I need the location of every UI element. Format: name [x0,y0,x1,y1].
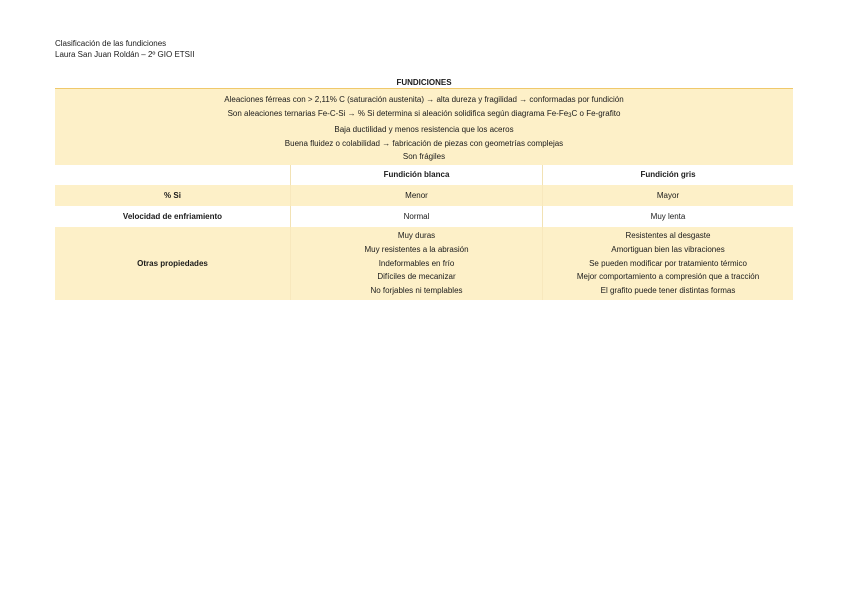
intro-line [55,107,793,124]
property-line: Amortiguan bien las vibraciones [611,245,725,255]
property-line: Se pueden modificar por tratamiento térmico [589,258,747,268]
column-header-empty [55,165,290,185]
intro-block [55,89,793,165]
property-line: Mejor comportamiento a compresión que a tracción [576,272,760,282]
cell-blanca: Menor [290,185,542,206]
cell-gris: Muy lenta [542,206,793,227]
table-row [55,185,793,206]
intro-line-text: C o Fe-grafito [571,108,621,118]
column-header-row [55,165,793,185]
cell-blanca: Normal [290,206,542,227]
property-line: Difíciles de mecanizar [377,272,456,282]
cell-gris [542,227,793,300]
document-title: Clasificación de las fundiciones [55,39,167,48]
row-label: % Si [164,190,181,200]
property-line: Muy resistentes a la abrasión [364,245,469,255]
intro-line: Son frágiles [402,152,446,162]
property-line: El grafito puede tener distintas formas [600,285,736,295]
fundiciones-table [55,77,793,300]
property-line: No forjables ni templables [370,285,463,295]
property-line: Indeformables en frío [378,258,455,268]
document-header [55,38,194,60]
intro-line: Aleaciones férreas con > 2,11% C (saturación austenita) → alta dureza y fragilidad → conformadas por fundición [224,95,624,104]
cell-gris: Mayor [542,185,793,206]
property-line: Resistentes al desgaste [625,231,711,241]
column-header-gris: Fundición gris [542,165,793,185]
document-author: Laura San Juan Roldán – 2º GIO ETSII [55,50,195,59]
intro-line-text: Son aleaciones ternarias Fe-C-Si → % Si determina si aleación solidifica según diagrama Fe-Fe [227,108,569,118]
column-header-blanca: Fundición blanca [290,165,542,185]
intro-line: Baja ductilidad y menos resistencia que los aceros [334,125,514,135]
row-label: Velocidad de enfriamiento [122,211,223,221]
table-row [55,206,793,227]
table-title: FUNDICIONES [55,77,793,89]
table-row [55,227,793,300]
subscript: 3 [568,112,572,119]
intro-line: Buena fluidez o colabilidad → fabricación de piezas con geometrías complejas [284,138,564,148]
row-label: Otras propiedades [137,258,208,268]
cell-blanca [290,227,542,300]
property-line: Muy duras [397,231,436,241]
